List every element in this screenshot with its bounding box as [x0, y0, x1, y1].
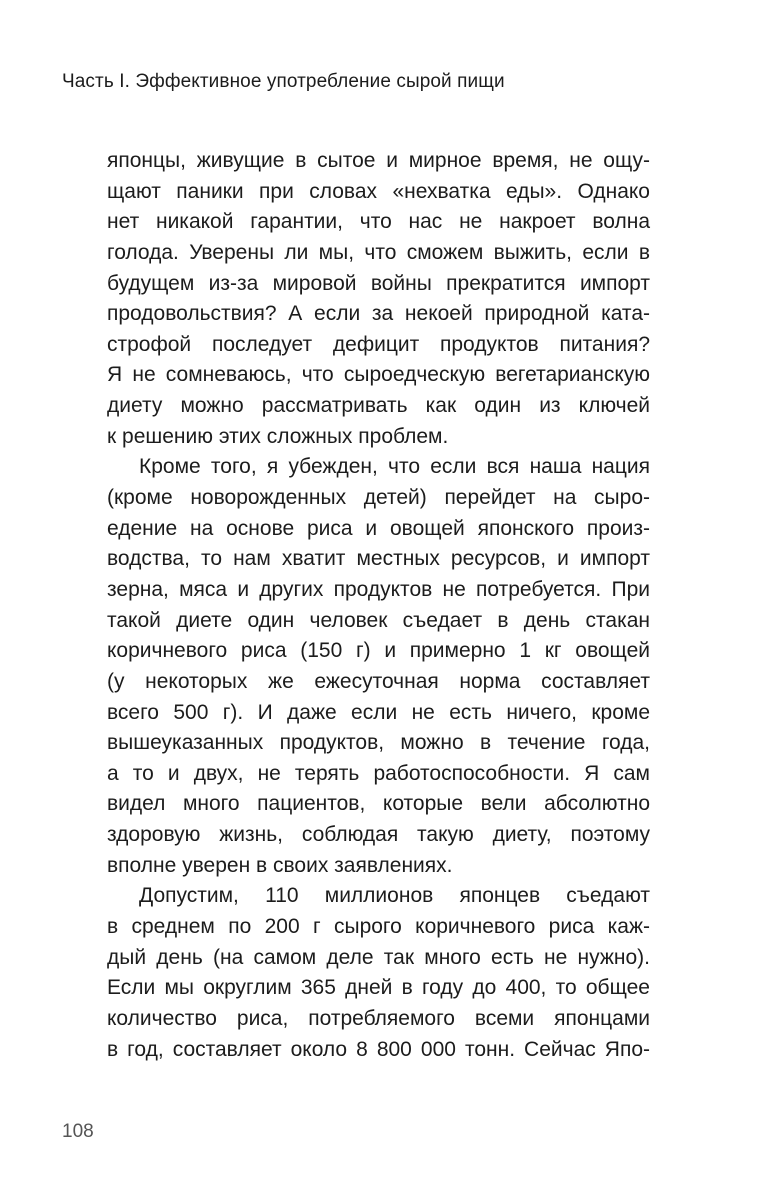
text-line: Допустим, 110 миллионов японцев съедают — [139, 884, 650, 908]
text-line: голода. Уверены ли мы, что сможем выжить, если в — [107, 240, 650, 264]
text-line: щают паники при словах «нехватка еды». Однако — [107, 179, 650, 203]
text-line: строфой последует дефицит продуктов питания? — [107, 332, 650, 356]
text-line: Я не сомневаюсь, что сыроедческую вегетарианскую — [107, 363, 650, 387]
text-line: японцы, живущие в сытое и мирное время, не ощу- — [107, 149, 650, 172]
text-line: коричневого риса (150 г) и примерно 1 кг овощей — [107, 639, 650, 663]
text-line: здоровую жизнь, соблюдая такую диету, поэтому — [107, 823, 650, 847]
body-text — [107, 146, 650, 1065]
text-line: вполне уверен в своих заявлениях. — [107, 853, 453, 877]
text-line: зерна, мяса и других продуктов не потребуется. При — [107, 577, 650, 601]
text-line: такой диете один человек съедает в день стакан — [107, 608, 650, 632]
text-line: количество риса, потребляемого всеми японцами — [107, 1006, 650, 1030]
text-line: дый день (на самом деле так много есть не нужно). — [107, 945, 650, 969]
text-line: продовольствия? А если за некоей природной ката- — [107, 302, 650, 326]
text-line: нет никакой гарантии, что нас не накроет волна — [107, 210, 650, 234]
text-line: всего 500 г). И даже если не есть ничего, кроме — [107, 700, 650, 724]
text-line: Если мы округлим 365 дней в году до 400, то общее — [107, 976, 650, 1000]
text-line: в среднем по 200 г сырого коричневого риса каж- — [107, 915, 650, 939]
text-line: водства, то нам хватит местных ресурсов, и импорт — [107, 547, 650, 571]
text-line: диету можно рассматривать как один из ключей — [107, 394, 650, 418]
text-line: вышеуказанных продуктов, можно в течение года, — [107, 731, 650, 755]
running-header: Часть I. Эффективное употребление сырой пищи — [62, 71, 505, 92]
text-line: (у некоторых же ежесуточная норма составляет — [107, 669, 650, 693]
text-line: Кроме того, я убежден, что если вся наша нация — [139, 455, 650, 479]
text-line: (кроме новорожденных детей) перейдет на сыро- — [107, 486, 650, 510]
text-line: едение на основе риса и овощей японского произ- — [107, 516, 650, 540]
page-number: 108 — [62, 1121, 94, 1142]
text-line: к решению этих сложных проблем. — [107, 424, 449, 448]
text-line: будущем из-за мировой войны прекратится импорт — [107, 271, 650, 295]
text-line: в год, составляет около 8 800 000 тонн. Сейчас Япо- — [107, 1037, 650, 1061]
text-line: а то и двух, не терять работоспособности. Я сам — [107, 761, 650, 785]
text-line: видел много пациентов, которые вели абсолютно — [107, 792, 650, 816]
